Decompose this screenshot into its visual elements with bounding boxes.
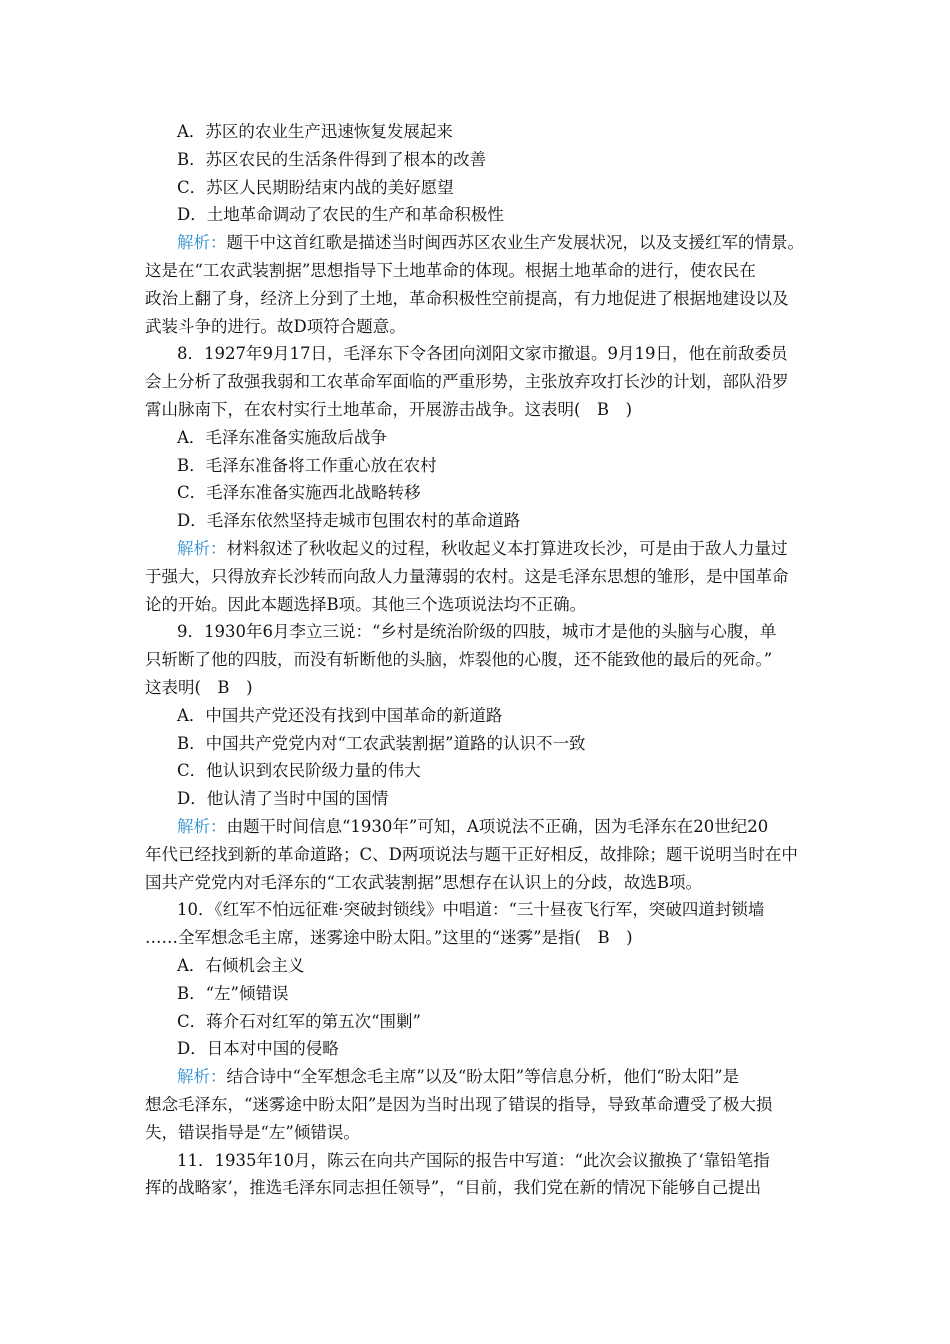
line-text: 失，错误指导是“左”倾错误。 [145,1122,360,1142]
line-text: B．中国共产党党内对“工农武装割据”道路的认识不一致 [177,733,586,753]
analysis-label: 解析： [177,1067,227,1087]
text-line [145,372,789,392]
text-line [177,622,776,642]
line-text: 9．1930年6月李立三说：“乡村是统治阶级的四肢，城市才是他的头脑与心腹，单 [177,622,777,642]
text-line [177,1012,421,1032]
line-text: A．右倾机会主义 [177,956,305,975]
text-line [177,122,453,142]
text-line [177,984,289,1004]
line-text: 11．1935年10月，陈云在向共产国际的报告中写道：“此次会议撤换了‘靠铅笔指 [177,1150,770,1170]
text-line [145,595,586,615]
text-line [177,483,421,503]
analysis-label: 解析： [177,817,227,836]
line-text: 这表明( B ) [145,678,253,697]
analysis-line [177,539,788,559]
text-line [177,1151,770,1171]
line-text: 由题干时间信息“1930年”可知，A项说法不正确，因为毛泽东在20世纪20 [226,817,769,836]
text-line [145,400,632,420]
text-line [177,178,454,198]
analysis-label: 解析： [177,233,227,253]
line-text: B．毛泽东准备将工作重心放在农村 [177,455,437,475]
text-line [145,317,406,337]
line-text: 只斩断了他的四肢，而没有斩断他的头脑，炸裂他的心腹，还不能致他的最后的死命。” [145,650,773,670]
text-line [177,1039,339,1059]
text-line [145,261,756,281]
line-text: D．他认清了当时中国的国情 [177,789,389,809]
line-text: ……全军想念毛主席，迷雾途中盼太阳。”这里的“迷雾”是指( B ) [145,928,633,948]
text-line [145,1095,772,1115]
line-text: 8．1927年9月17日，毛泽东下令各团向浏阳文家市撤退。9月19日，他在前敌委员 [177,344,788,364]
text-line [145,845,798,865]
line-text: 材料叙述了秋收起义的过程，秋收起义本打算进攻长沙，可是由于敌人力量过 [226,539,788,558]
line-text: C．蒋介石对红军的第五次“围剿” [177,1011,421,1031]
line-text: 政治上翻了身，经济上分到了土地，革命积极性空前提高，有力地促进了根据地建设以及 [145,288,789,308]
line-text: A．苏区的农业生产迅速恢复发展起来 [177,122,453,141]
text-line [177,761,421,781]
text-line [145,650,772,670]
line-text: 挥的战略家’，推选毛泽东同志担任领导”，“目前，我们党在新的情况下能够自己提出 [145,1178,762,1198]
text-line [145,1123,360,1143]
line-text: C．苏区人民期盼结束内战的美好愿望 [177,177,454,197]
text-line [145,289,789,309]
line-text: C．他认识到农民阶级力量的伟大 [177,761,421,781]
analysis-line [177,233,804,253]
line-text: 论的开始。因此本题选择B项。其他三个选项说法均不正确。 [145,594,587,614]
text-line [145,873,702,893]
text-line [177,706,502,726]
line-text: 国共产党党内对毛泽东的“工农武装割据”思想存在认识上的分歧，故选B项。 [145,872,702,892]
analysis-label: 解析： [177,539,227,558]
line-text: 这是在“工农武装割据”思想指导下土地革命的体现。根据土地革命的进行，使农民在 [145,261,756,280]
line-text: 题干中这首红歌是描述当时闽西苏区农业生产发展状况，以及支援红军的情景。 [226,233,804,253]
text-line [177,956,304,976]
line-text: 于强大，只得放弃长沙转而向敌人力量薄弱的农村。这是毛泽东思想的雏形，是中国革命 [145,566,789,586]
text-line [177,511,520,531]
line-text: B．“左”倾错误 [177,983,289,1003]
text-line [177,205,504,225]
line-text: 会上分析了敌强我弱和工农革命军面临的严重形势，主张放弃攻打长沙的计划，部队沿罗 [145,372,789,392]
line-text: A．毛泽东准备实施敌后战争 [177,427,387,447]
text-line [177,150,486,170]
text-line [177,789,388,809]
line-text: 年代已经找到新的革命道路；C、D两项说法与题干正好相反，故排除；题干说明当时在中 [145,844,798,864]
line-text: B．苏区农民的生活条件得到了根本的改善 [177,149,487,169]
text-line [145,928,633,948]
text-line [145,678,253,698]
text-line [177,900,764,920]
line-text: D．毛泽东依然坚持走城市包围农村的革命道路 [177,511,521,531]
line-text: 霄山脉南下，在农村实行土地革命，开展游击战争。这表明( B ) [145,400,632,419]
text-line [145,1178,761,1198]
line-text: D．土地革命调动了农民的生产和革命积极性 [177,205,504,225]
line-text: 武装斗争的进行。故D项符合题意。 [145,316,406,336]
text-line [177,344,787,364]
line-text: C．毛泽东准备实施西北战略转移 [177,483,421,503]
line-text: 10．《红军不怕远征难·突破封锁线》中唱道：“三十昼夜飞行军，突破四道封锁墙 [177,900,765,920]
analysis-line [177,817,768,837]
text-line [177,456,437,476]
text-line [145,567,789,587]
text-line [177,734,586,754]
line-text: D．日本对中国的侵略 [177,1039,339,1059]
line-text: 想念毛泽东，“迷雾途中盼太阳”是因为当时出现了错误的指导，导致革命遭受了极大损 [145,1095,773,1114]
analysis-line [177,1067,739,1087]
line-text: 结合诗中“全军想念毛主席”以及“盼太阳”等信息分析，他们“盼太阳”是 [226,1067,740,1087]
line-text: A．中国共产党还没有找到中国革命的新道路 [177,705,503,725]
text-line [177,428,387,448]
